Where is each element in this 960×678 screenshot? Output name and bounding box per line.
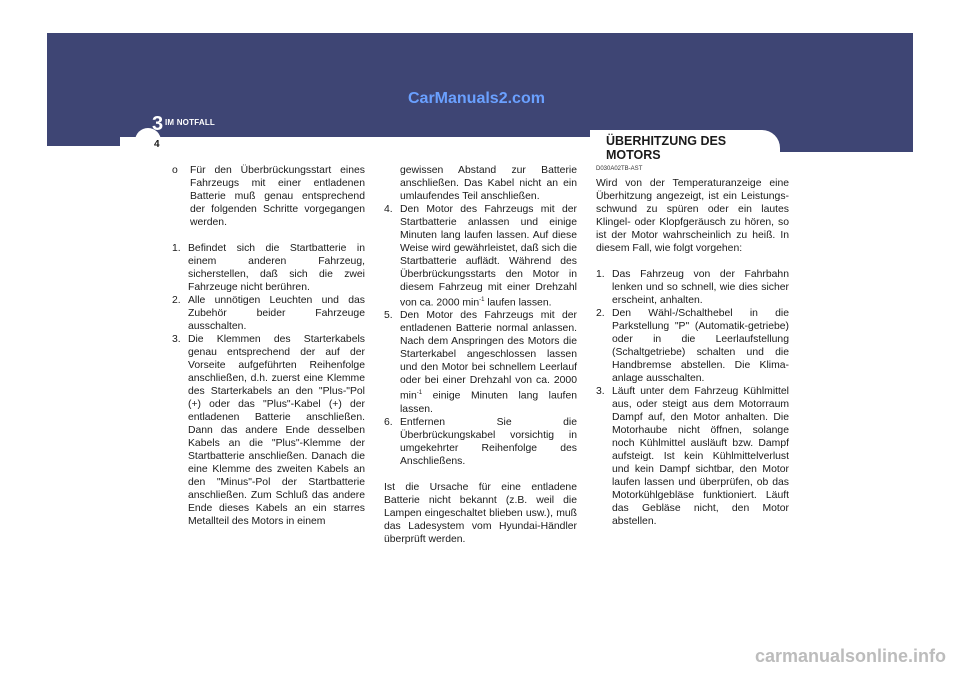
list-item xyxy=(596,268,789,307)
list-item xyxy=(384,416,577,468)
list-text: Das Fahrzeug von der Fahrbahn lenken und so schnell, wie dies sicher erscheint, anhalten. xyxy=(612,269,789,306)
list-number: 4. xyxy=(384,204,393,215)
superscript: -1 xyxy=(416,390,423,397)
list-number: 2. xyxy=(172,295,181,306)
column-2 xyxy=(384,164,577,546)
list-text: Die Klemmen des Starterkabels genau entsprechend der auf der Vorseite aufgeführten Reihenfolge anschließen, d.h. zuerst eine Klemme des Starterkabels an den "Plus-"Pol (+) oder das "Plus"-Kabel (+) der entladenen Batterie anschließen. Dann das andere Ende desselben Kabels an die "Plus"-Klemme der Startbatterie anschließen. Danach die eine Klemme des zweiten Kabels an den "Minus"-Pol der Startbatterie anschließen. Zum Schluß das andere Ende dieses Kabels an ein starres Metallteil des Motors in einem xyxy=(188,334,365,527)
list-text: Den Motor des Fahrzeugs mit der Startbatterie anlassen und einige Minuten lang laufen lassen. Auf diese Weise wird gewährleistet, daß sich die Startbatterie auflädt. Während des Überbrückungsstarts den Motor in diesem Fahrzeug mit einer Drehzahl von ca. 2000 min xyxy=(400,204,577,309)
list-text-end: einige Minuten lang laufen lassen. xyxy=(400,390,577,415)
list-number: 6. xyxy=(384,416,393,428)
list-item xyxy=(172,333,365,528)
reference-code: D030A02TB-AST xyxy=(596,166,643,172)
list-item xyxy=(384,309,577,415)
list-number: 3. xyxy=(172,334,181,345)
watermark-bottom: carmanualsonline.info xyxy=(754,646,946,666)
bullet-item xyxy=(172,164,365,229)
list-text: Läuft unter dem Fahrzeug Kühlmittel aus, oder steigt aus dem Motorraum Dampf auf, den Motor anhalten. Die Motorhaube nicht öffnen, solange noch Kühlmittel ausläuft bzw. Dampf aufsteigt. Ist kein Kühlmittelverlust und kein Dampf sichtbar, den Motor laufen lassen und überprüfen, ob das Motorkühlgebläse funktioniert. Läuft das Gebläse nicht, den Motor abstellen. xyxy=(612,386,789,527)
list-text-end: laufen lassen. xyxy=(484,297,552,309)
section-heading-line1: ÜBERHITZUNG DES xyxy=(606,134,727,148)
paragraph: Ist die Ursache für eine entladene Batterie nicht bekannt (z.B. weil die Lampen eingeschaltet blieben usw.), muß das Ladesystem vom Hyundai-Händler überprüft werden. xyxy=(384,481,577,545)
list-number: 1. xyxy=(172,243,181,254)
chapter-number: 3 xyxy=(152,113,164,135)
section-heading xyxy=(606,134,726,162)
list-number: 3. xyxy=(596,386,605,397)
bullet-text: Für den Überbrückungsstart eines Fahrzeugs mit einer entladenen Batterie muß genau entsprechend der folgenden Schritte vorgegangen werden. xyxy=(190,165,365,228)
list-text: gewissen Abstand zur Batterie anschließen. Das Kabel nicht an ein umlaufendes Teil anschließen. xyxy=(400,165,577,202)
page-number: 4 xyxy=(154,139,160,150)
list-text: Entfernen Sie die Überbrückungskabel vorsichtig in umgekehrter Reihenfolge des Anschließens. xyxy=(400,416,577,467)
chapter-title: IM NOTFALL xyxy=(165,118,215,127)
column-1 xyxy=(172,164,365,528)
list-text: Den Motor des Fahrzeugs mit der entladenen Batterie normal anlassen. Nach dem Anspringen des Motors die Starterkabel angeschlossen lassen und den Motor bei schnellem Leerlauf oder bei einer Drehzahl von ca. 2000 min xyxy=(400,310,577,402)
list-item-continuation xyxy=(384,164,577,203)
column-3 xyxy=(596,164,789,528)
list-text: Befindet sich die Startbatterie in einem anderen Fahrzeug, sicherstellen, daß sich die zwei Fahrzeuge nicht berühren. xyxy=(188,243,365,293)
list-number: 2. xyxy=(596,308,605,319)
intro-paragraph: Wird von der Temperaturanzeige eine Überhitzung angezeigt, ist ein Leistungs-schwund zu spüren oder ein lautes Klingel- oder Klopfgeräusch zu hören, so ist der Motor wahrscheinlich zu heiß. In diesem Fall, wie folgt vorgehen: xyxy=(596,178,789,254)
list-item xyxy=(384,203,577,309)
section-heading-line2: MOTORS xyxy=(606,148,661,162)
bullet-marker: o xyxy=(172,165,178,176)
list-item xyxy=(596,307,789,385)
list-item xyxy=(172,294,365,333)
watermark-top: CarManuals2.com xyxy=(408,90,545,107)
list-text: Den Wähl-/Schalthebel in die Parkstellung "P" (Automatik-getriebe) oder in die Leerlaufstellung (Schaltgetriebe) schalten und die Handbremse abstellen. Die Klima-anlage ausschalten. xyxy=(612,308,789,384)
list-number: 5. xyxy=(384,310,393,322)
superscript: -1 xyxy=(479,297,485,303)
list-item xyxy=(596,385,789,528)
list-text: Alle unnötigen Leuchten und das Zubehör beider Fahrzeuge ausschalten. xyxy=(188,295,365,332)
list-number: 1. xyxy=(596,269,605,280)
list-item xyxy=(172,242,365,294)
